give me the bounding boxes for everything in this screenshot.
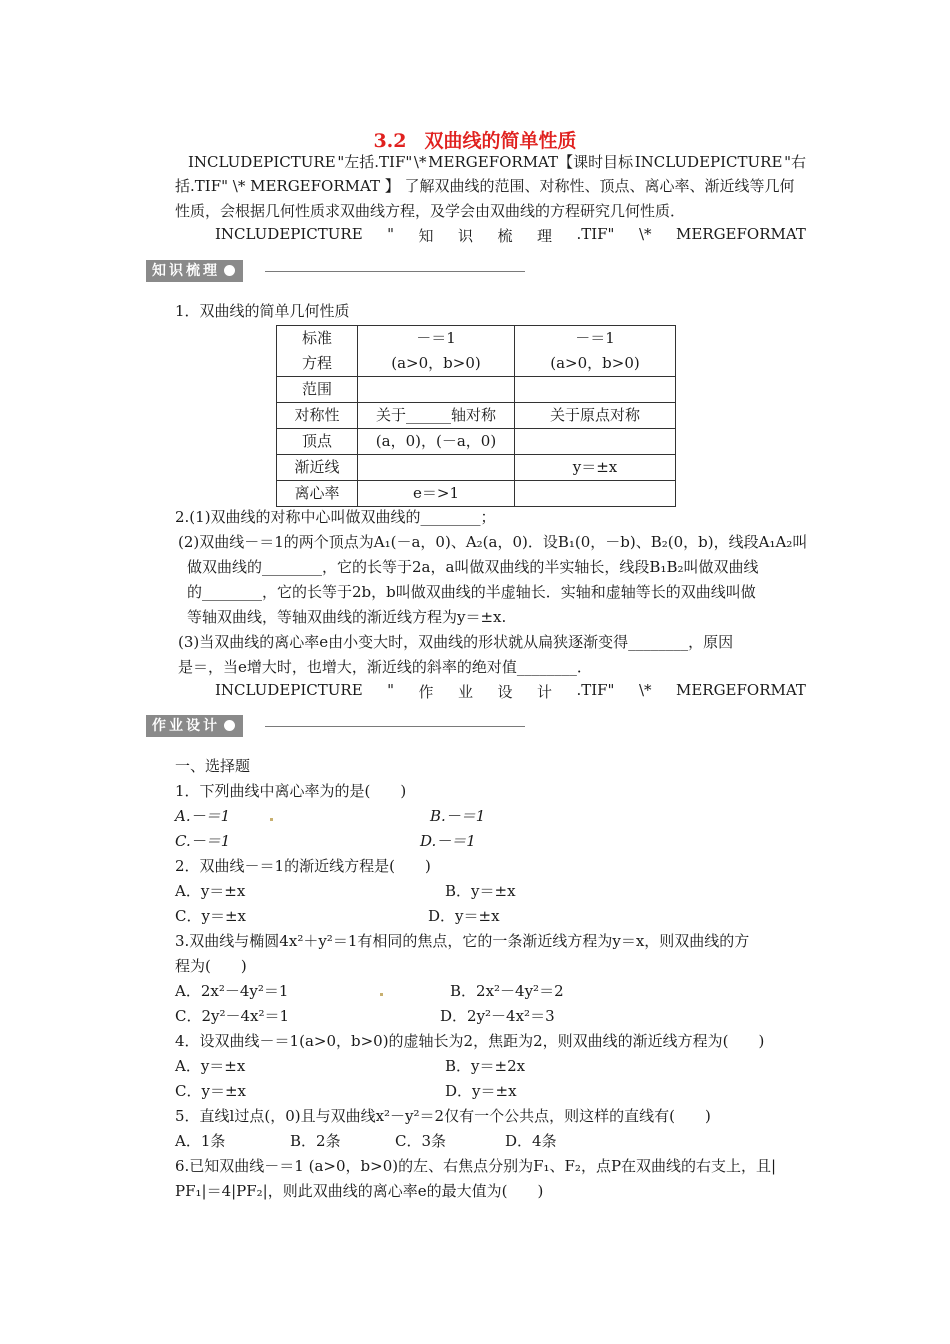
bullet-icon (224, 265, 235, 276)
q5-option-a: A．1条 (175, 1132, 226, 1150)
intro-line-2: 括.TIF" \* MERGEFORMAT 】 了解双曲线的范围、对称性、顶点、离心率、渐近线等几何 (175, 177, 795, 195)
include-token: 计 (536, 683, 552, 701)
banner-label: 知识梳理 (152, 263, 220, 279)
q1-option-a: A.－＝1 (175, 807, 231, 825)
include-token: 作 (418, 683, 434, 701)
table-cell: e＝>1 (358, 481, 515, 507)
title-text: 双曲线的简单性质 (424, 130, 577, 152)
section-2-p2-line3: 的________，它的长等于2b，b叫做双曲线的半虚轴长．实轴和虚轴等长的双曲线叫做 (187, 583, 756, 601)
table-cell: －＝1 (a>0，b>0) (515, 326, 676, 377)
q3-option-d: D．2y²－4x²＝3 (440, 1007, 555, 1025)
table-cell: 标准 方程 (277, 326, 358, 377)
table-cell (515, 429, 676, 455)
scan-speck (380, 993, 383, 996)
question-3-line1: 3.双曲线与椭圆4x²＋y²＝1有相同的焦点，它的一条渐近线方程为y＝x，则双曲线的方 (175, 932, 750, 950)
table-row (277, 455, 676, 481)
exercise-heading: 一、选择题 (175, 757, 251, 775)
hyperbola-properties-table (276, 325, 676, 507)
include-token: 识 (458, 227, 474, 245)
table-cell: 顶点 (277, 429, 358, 455)
table-row (277, 403, 676, 429)
include-token: 知 (418, 227, 434, 245)
question-3-line2: 程为( ) (175, 957, 247, 975)
q5-option-c: C．3条 (395, 1132, 447, 1150)
q4-option-d: D．y＝±x (445, 1082, 517, 1100)
table-row (277, 481, 676, 507)
q2-option-a: A．y＝±x (175, 882, 246, 900)
table-cell: 渐近线 (277, 455, 358, 481)
q2-option-b: B．y＝±x (445, 882, 516, 900)
include-token: 梳 (497, 227, 513, 245)
intro-token: INCLUDEPICTURE (188, 153, 336, 171)
include-picture-line-1 (215, 225, 806, 246)
question-6-line1: 6.已知双曲线－＝1 (a>0，b>0)的左、右焦点分别为F₁、F₂，点P在双曲线的右支上，且| (175, 1157, 777, 1175)
intro-token: "右 (784, 153, 806, 171)
intro-line-1 (188, 150, 806, 175)
table-cell: －＝1 (a>0，b>0) (358, 326, 515, 377)
include-token: 设 (497, 683, 513, 701)
include-token: \* (638, 681, 652, 699)
q2-option-c: C．y＝±x (175, 907, 246, 925)
q1-option-d: D.－＝1 (420, 832, 476, 850)
section-banner-homework (146, 715, 243, 737)
title-number: 3.2 (373, 130, 407, 152)
intro-token: \* (413, 153, 427, 171)
include-token: MERGEFORMAT (675, 681, 806, 699)
q4-option-b: B．y＝±2x (445, 1057, 526, 1075)
include-token: \* (638, 225, 652, 243)
include-token: " (387, 681, 395, 699)
table-row (277, 377, 676, 403)
include-token: .TIF" (576, 681, 615, 699)
table-cell: 关于______轴对称 (358, 403, 515, 429)
include-token: " (387, 225, 395, 243)
question-5: 5．直线l过点(，0)且与双曲线x²－y²＝2仅有一个公共点，则这样的直线有( ) (175, 1107, 711, 1125)
section-banner-knowledge (146, 260, 243, 282)
table-cell: 对称性 (277, 403, 358, 429)
q3-option-a: A．2x²－4y²＝1 (175, 982, 289, 1000)
section-1-heading: 1．双曲线的简单几何性质 (175, 302, 350, 320)
table-cell: (a，0)，(－a，0) (358, 429, 515, 455)
section-2-p2-line1: (2)双曲线－＝1的两个顶点为A₁(－a，0)、A₂(a，0)．设B₁(0，－b)、B₂(0，b)，线段A₁A₂叫 (178, 533, 808, 551)
table-cell: 关于原点对称 (515, 403, 676, 429)
q1-option-b: B.－＝1 (430, 807, 486, 825)
page-title (0, 126, 950, 153)
intro-token: INCLUDEPICTURE (634, 153, 783, 171)
intro-token: MERGEFORMAT【课时目标 (428, 153, 634, 171)
table-cell: y＝±x (515, 455, 676, 481)
table-row (277, 429, 676, 455)
table-cell (515, 481, 676, 507)
table-row (277, 326, 676, 377)
section-2-p3-line2: 是＝，当e增大时，也增大，渐近线的斜率的绝对值________． (178, 658, 592, 676)
q5-option-d: D．4条 (505, 1132, 557, 1150)
scan-speck (270, 818, 273, 821)
intro-token: "左括.TIF" (337, 153, 413, 171)
q3-option-b: B．2x²－4y²＝2 (450, 982, 564, 1000)
table-cell (358, 455, 515, 481)
banner-label: 作业设计 (152, 718, 220, 734)
section-2-p2-line2: 做双曲线的________，它的长等于2a，a叫做双曲线的半实轴长，线段B₁B₂叫做双曲线 (187, 558, 759, 576)
question-2: 2．双曲线－＝1的渐近线方程是( ) (175, 857, 431, 875)
section-2-p1: 2.(1)双曲线的对称中心叫做双曲线的________； (175, 508, 496, 526)
q4-option-c: C．y＝±x (175, 1082, 246, 1100)
q2-option-d: D．y＝±x (428, 907, 500, 925)
table-cell (358, 377, 515, 403)
include-token: .TIF" (576, 225, 615, 243)
include-token: INCLUDEPICTURE (215, 681, 363, 699)
include-token: MERGEFORMAT (675, 225, 806, 243)
banner-rule (265, 726, 525, 727)
table-cell: 离心率 (277, 481, 358, 507)
section-2-p3-line1: (3)当双曲线的离心率e由小变大时，双曲线的形状就从扁狭逐渐变得________，原因 (178, 633, 734, 651)
q1-option-c: C.－＝1 (175, 832, 231, 850)
q4-option-a: A．y＝±x (175, 1057, 246, 1075)
question-6-line2: PF₁|＝4|PF₂|，则此双曲线的离心率e的最大值为( ) (175, 1182, 544, 1200)
include-token: 业 (458, 683, 474, 701)
intro-line-3: 性质，会根据几何性质求双曲线方程，及学会由双曲线的方程研究几何性质． (175, 202, 686, 220)
include-token: 理 (536, 227, 552, 245)
include-picture-line-2 (215, 681, 806, 702)
question-1: 1．下列曲线中离心率为的是( ) (175, 782, 407, 800)
table-cell: 范围 (277, 377, 358, 403)
q5-option-b: B．2条 (290, 1132, 341, 1150)
section-2-p2-line4: 等轴双曲线，等轴双曲线的渐近线方程为y＝±x. (187, 608, 507, 626)
banner-rule (265, 271, 525, 272)
question-4: 4．设双曲线－＝1(a>0，b>0)的虚轴长为2，焦距为2，则双曲线的渐近线方程为( ) (175, 1032, 765, 1050)
q3-option-c: C．2y²－4x²＝1 (175, 1007, 290, 1025)
include-token: INCLUDEPICTURE (215, 225, 363, 243)
table-cell (515, 377, 676, 403)
bullet-icon (224, 720, 235, 731)
